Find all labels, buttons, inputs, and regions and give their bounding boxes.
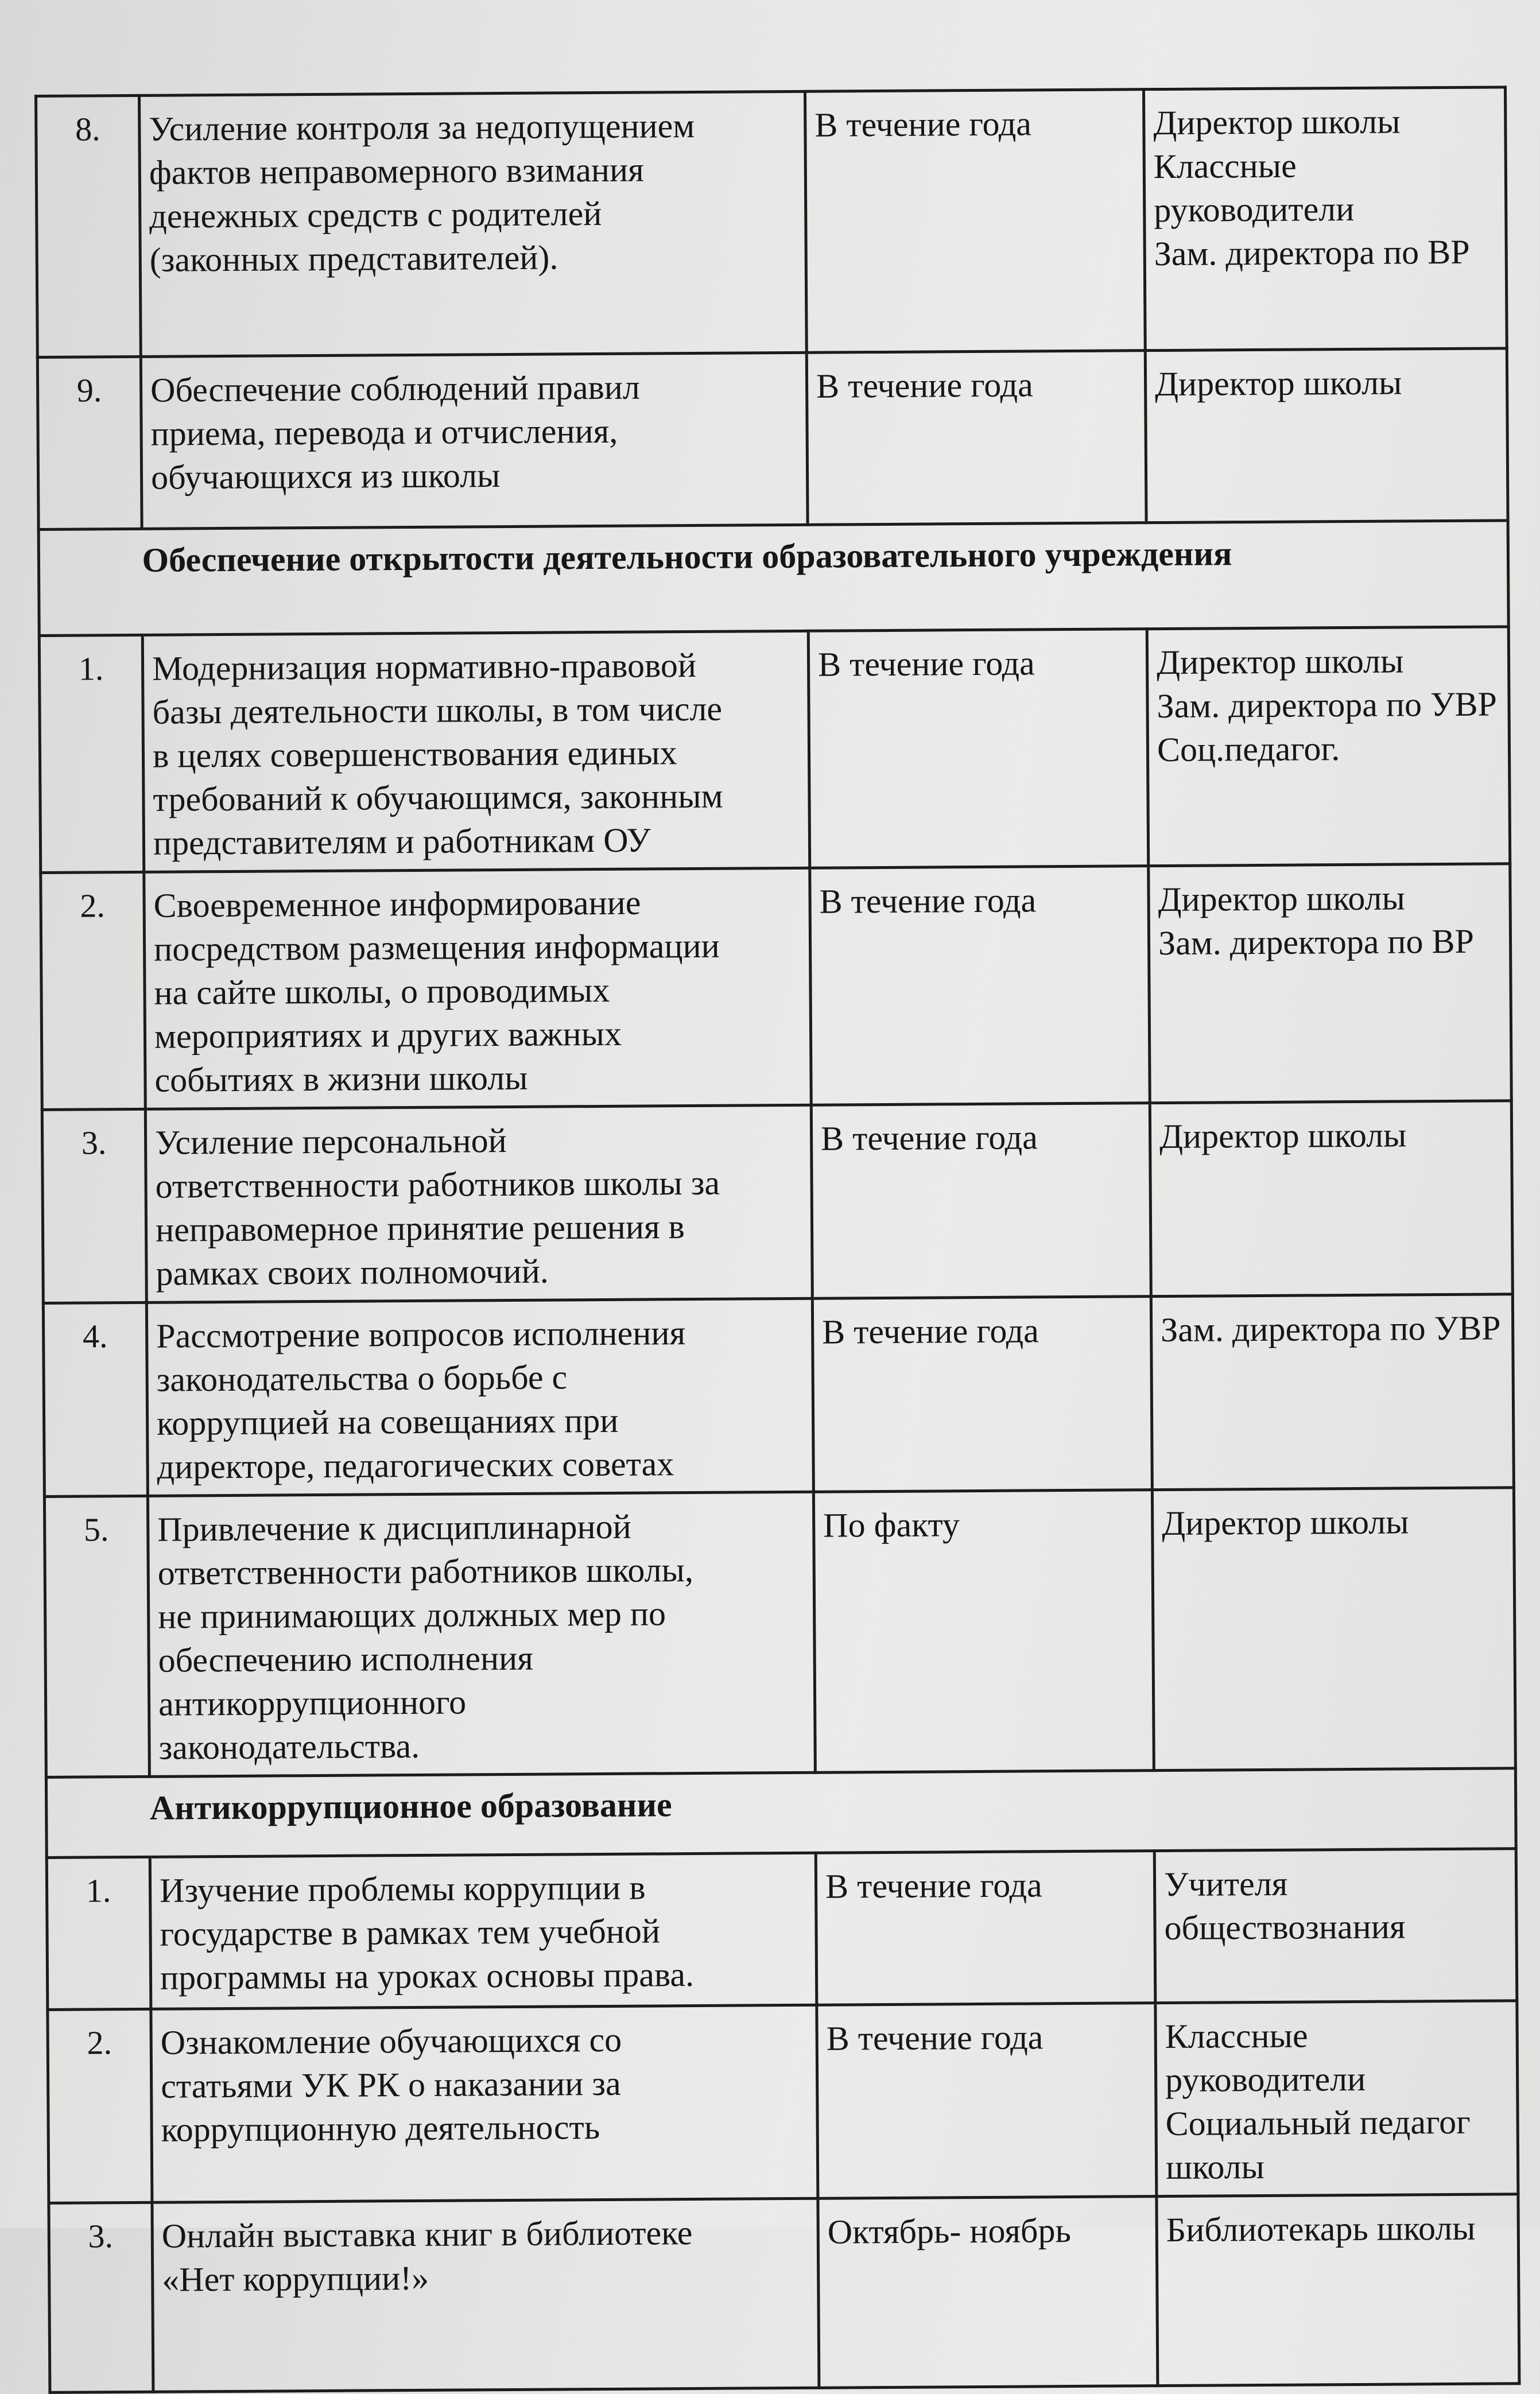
term-cell: В течение года	[817, 2003, 1157, 2199]
row-number: 9.	[37, 356, 142, 529]
row-number: 8.	[36, 95, 141, 357]
section-header	[46, 1768, 1516, 1858]
table-row	[48, 2001, 1518, 2203]
activity-cell: Усиление персональной ответственности работников школы за неправомерное принятие решения в рамках своих полномочий.	[145, 1105, 812, 1302]
table-row	[41, 864, 1511, 1110]
responsible-cell: Библиотекарь школы	[1157, 2194, 1519, 2386]
table-row	[42, 1101, 1512, 1303]
responsible-cell: Зам. директора по УВР	[1151, 1294, 1514, 1490]
term-cell: Октябрь- ноябрь	[818, 2197, 1158, 2388]
responsible-cell: Директор школы	[1145, 348, 1508, 523]
row-number: 4.	[43, 1302, 148, 1496]
activity-cell: Рассмотрение вопросов исполнения законодательства о борьбе с коррупцией на совещаниях при директоре, педагогических советах	[146, 1298, 813, 1496]
table-row	[44, 1488, 1515, 1778]
term-cell: В течение года	[806, 351, 1146, 525]
activity-cell: Онлайн выставка книг в библиотеке «Нет коррупции!»	[152, 2198, 819, 2392]
responsible-cell: Классные руководители Социальный педагог школы	[1155, 2001, 1518, 2197]
responsible-cell: Директор школы Зам. директора по УВР Соц.педагог.	[1147, 627, 1510, 866]
term-cell: В течение года	[805, 90, 1145, 353]
activity-cell: Изучение проблемы коррупции в государстве в рамках тем учебной программы на уроках основы права.	[150, 1853, 817, 2009]
table-row	[39, 627, 1510, 873]
table-row	[37, 348, 1508, 530]
responsible-cell: Директор школы	[1152, 1488, 1515, 1771]
row-number: 1.	[39, 635, 144, 872]
section-blank-cell	[38, 529, 142, 635]
row-number: 5.	[44, 1496, 149, 1777]
activity-cell: Привлечение к дисциплинарной ответственности работников школы, не принимающих должных мер по обеспечению исполнения антикоррупционного законодательства.	[148, 1492, 815, 1776]
responsible-cell: Директор школы Зам. директора по ВР	[1149, 864, 1512, 1103]
term-cell: В течение года	[811, 1103, 1151, 1299]
activity-cell: Своевременное информирование посредством размещения информации на сайте школы, о проводимых мероприятиях и других важных событиях в жизни школы	[144, 868, 812, 1109]
section-blank-cell	[46, 1776, 150, 1857]
row-number: 3.	[49, 2202, 153, 2392]
responsible-cell: Директор школы Классные руководители Зам. директора по ВР	[1143, 87, 1507, 351]
responsible-cell: Директор школы	[1150, 1101, 1512, 1297]
table-row	[46, 1849, 1517, 2010]
row-number: 2.	[48, 2009, 152, 2203]
responsible-cell: Учителя обществознания	[1154, 1849, 1517, 2003]
activity-cell: Ознакомление обучающихся со статьями УК РК о наказании за коррупционную деятельность	[151, 2005, 818, 2202]
plan-table	[34, 86, 1520, 2394]
section-title: Обеспечение открытости деятельности образовательного учреждения	[142, 521, 1508, 635]
table-row	[43, 1294, 1514, 1497]
table-row	[49, 2194, 1519, 2393]
row-number: 2.	[41, 872, 146, 1109]
term-cell: В течение года	[810, 866, 1150, 1105]
row-number: 3.	[42, 1109, 146, 1303]
activity-cell: Модернизация нормативно-правовой базы деятельности школы, в том числе в целях совершенствования единых требований к обучающимся, законным представителям и работникам ОУ	[142, 631, 810, 872]
term-cell: В течение года	[812, 1297, 1152, 1492]
activity-cell: Усиление контроля за недопущением фактов неправомерного взимания денежных средств с родителей (законных представителей).	[139, 91, 807, 356]
term-cell: По факту	[813, 1490, 1154, 1773]
activity-cell: Обеспечение соблюдений правил приема, перевода и отчисления, обучающихся из школы	[141, 352, 808, 529]
table-row	[36, 87, 1507, 358]
row-number: 1.	[46, 1857, 151, 2009]
section-title: Антикоррупционное образование	[149, 1768, 1516, 1857]
section-header	[38, 521, 1508, 636]
term-cell: В течение года	[816, 1851, 1155, 2005]
term-cell: В течение года	[808, 629, 1149, 868]
